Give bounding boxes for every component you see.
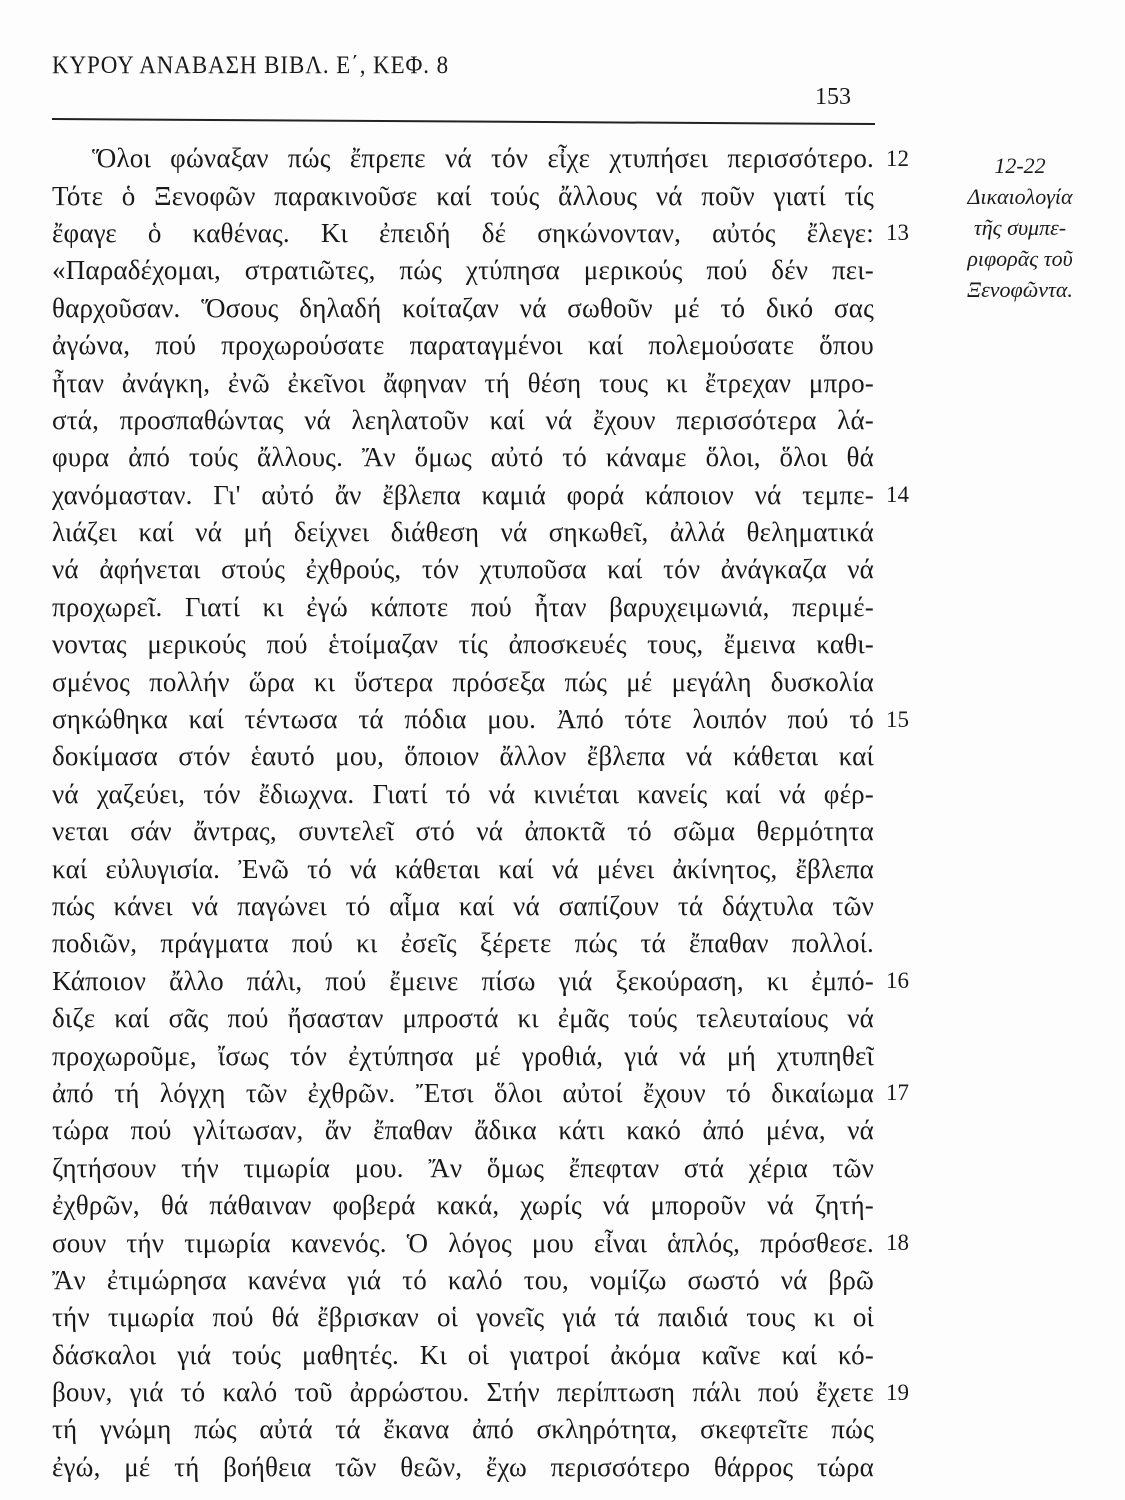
text-line <box>52 215 922 252</box>
text-line <box>52 439 922 476</box>
line-text: νεται σάν ἄντρας, συντελεῖ στό νά ἀποκτᾶ τό σῶμα θερμότητα <box>52 816 874 847</box>
line-text: θαρχοῦσαν. Ὅσους δηλαδή κοίταζαν νά σωθοῦν μέ τό δικό σας <box>52 292 874 323</box>
section-number: 15 <box>886 706 909 732</box>
side-note-line: Ξενοφῶντα. <box>967 277 1073 302</box>
text-line <box>52 177 922 214</box>
line-text: νά χαζεύει, τόν ἔδιωχνα. Γιατί τό νά κινιέται κανείς καί νά φέρ- <box>52 778 874 809</box>
text-line <box>52 551 922 588</box>
text-line <box>52 252 922 289</box>
text-line <box>52 850 922 887</box>
text-line <box>52 1150 922 1187</box>
text-line <box>52 738 922 775</box>
side-note-line: τῆς συμπε- <box>973 215 1067 240</box>
line-text: Ἄν ἐτιμώρησα κανένα γιά τό καλό του, νομίζω σωστό νά βρῶ <box>52 1264 874 1295</box>
text-line <box>52 364 922 401</box>
line-text: χανόμασταν. Γι' αὐτό ἄν ἔβλεπα καμιά φορά κάποιον νά τεμπε- <box>52 479 874 510</box>
line-text: προχωρεῖ. Γιατί κι ἐγώ κάποτε πού ἦταν βαρυχειμωνιά, περιμέ- <box>52 591 874 622</box>
section-number: 12 <box>886 145 909 171</box>
line-text: τήν τιμωρία πού θά ἔβρισκαν οἱ γονεῖς γιά τά παιδιά τους κι οἱ <box>52 1302 874 1333</box>
header-rule <box>52 118 875 125</box>
line-text: νοντας μερικούς πού ἑτοίμαζαν τίς ἀποσκευές τους, ἔμεινα καθι- <box>52 629 874 660</box>
text-line <box>52 1299 922 1336</box>
line-text: ἐχθρῶν, θά πάθαιναν φοβερά κακά, χωρίς νά μποροῦν νά ζητή- <box>52 1190 874 1221</box>
line-text: δοκίμασα στόν ἑαυτό μου, ὅποιον ἄλλον ἔβλεπα νά κάθεται καί <box>52 741 874 772</box>
text-line <box>52 701 922 738</box>
text-line <box>52 477 922 514</box>
text-line <box>52 626 922 663</box>
line-text: στά, προσπαθώντας νά λεηλατοῦν καί νά ἔχουν περισσότερα λά- <box>52 404 874 435</box>
side-note-line: ριφορᾶς τοῦ <box>967 246 1073 271</box>
text-line <box>52 1000 922 1037</box>
text-line <box>52 402 922 439</box>
text-line <box>52 1075 922 1112</box>
line-text: Ὅλοι φώναξαν πώς ἔπρεπε νά τόν εἶχε χτυπήσει περισσότερο. <box>92 143 874 174</box>
line-text: πώς κάνει νά παγώνει τό αἷμα καί νά σαπίζουν τά δάχτυλα τῶν <box>52 891 874 921</box>
text-line <box>52 589 922 626</box>
text-line <box>52 290 922 327</box>
text-line <box>52 1262 922 1299</box>
text-line <box>52 327 922 364</box>
line-text: Τότε ὁ Ξενοφῶν παρακινοῦσε καί τούς ἄλλους νά ποῦν γιατί τίς <box>52 180 874 211</box>
text-line <box>52 1449 922 1486</box>
section-number: 14 <box>886 482 909 508</box>
line-text: Κάποιον ἄλλο πάλι, πού ἔμεινε πίσω γιά ξεκούραση, κι ἐμπό- <box>52 965 874 996</box>
line-text: ποδιῶν, πράγματα πού κι ἐσεῖς ξέρετε πώς τά ἔπαθαν πολλοί. <box>52 928 874 959</box>
line-text: σηκώθηκα καί τέντωσα τά πόδια μου. Ἀπό τότε λοιπόν πού τό <box>52 704 874 735</box>
section-number: 13 <box>886 220 909 246</box>
line-text: ἔφαγε ὁ καθένας. Κι ἐπειδή δέ σηκώνονταν, αὐτός ἔλεγε: <box>52 217 874 248</box>
text-line <box>52 1187 922 1224</box>
side-note-range: 12-22 <box>994 153 1046 178</box>
line-text: ἀγώνα, πού προχωρούσατε παραταγμένοι καί πολεμούσατε ὅπου <box>52 330 874 361</box>
line-text: ζητήσουν τήν τιμωρία μου. Ἄν ὅμως ἔπεφταν στά χέρια τῶν <box>52 1152 874 1183</box>
page-number: 153 <box>815 84 851 110</box>
line-text: λιάζει καί νά μή δείχνει διάθεση νά σηκωθεῖ, ἀλλά θεληματικά <box>52 517 874 548</box>
text-line <box>52 925 922 962</box>
line-text: δάσκαλοι γιά τούς μαθητές. Κι οἱ γιατροί ἀκόμα καῖνε καί κό- <box>52 1339 874 1370</box>
line-text: «Παραδέχομαι, στρατιῶτες, πώς χτύπησα μερικούς πού δέν πει- <box>52 255 874 286</box>
line-text: καί εὐλυγισία. Ἐνῶ τό νά κάθεται καί νά μένει ἀκίνητος, ἔβλεπα <box>52 853 874 884</box>
line-text: σμένος πολλήν ὥρα κι ὕστερα πρόσεξα πώς μέ μεγάλη δυσκολία <box>52 666 874 697</box>
text-line <box>52 140 922 177</box>
line-text: τώρα πού γλίτωσαν, ἄν ἔπαθαν ἄδικα κάτι κακό ἀπό μένα, νά <box>52 1115 874 1146</box>
line-text: ἦταν ἀνάγκη, ἐνῶ ἐκεῖνοι ἄφηναν τή θέση τους κι ἔτρεχαν μπρο- <box>52 367 874 398</box>
text-line <box>52 1374 922 1411</box>
running-header: ΚΥΡΟΥ ΑΝΑΒΑΣΗ ΒΙΒΛ. Ε΄, ΚΕΦ. 8 <box>52 52 450 79</box>
line-text: φυρα ἀπό τούς ἄλλους. Ἄν ὅμως αὐτό τό κάναμε ὅλοι, ὅλοι θά <box>52 442 874 473</box>
line-text: ἐγώ, μέ τή βοήθεια τῶν θεῶν, ἔχω περισσότερο θάρρος τώρα <box>52 1451 874 1482</box>
line-text: προχωροῦμε, ἴσως τόν ἐχτύπησα μέ γροθιά, γιά νά μή χτυπηθεῖ <box>52 1040 874 1071</box>
text-line <box>52 888 922 925</box>
text-line <box>52 1337 922 1374</box>
section-number: 18 <box>886 1230 909 1256</box>
text-line <box>52 776 922 813</box>
side-note-line: Δικαιολογία <box>967 184 1073 209</box>
section-number: 19 <box>886 1379 909 1405</box>
text-line <box>52 1112 922 1149</box>
text-line <box>52 1037 922 1074</box>
text-line <box>52 1411 922 1448</box>
line-text: νά ἀφήνεται στούς ἐχθρούς, τόν χτυποῦσα καί τόν ἀνάγκαζα νά <box>52 554 874 585</box>
text-line <box>52 514 922 551</box>
text-line <box>52 1224 922 1261</box>
text-line <box>52 663 922 700</box>
section-number: 17 <box>886 1080 909 1106</box>
text-line <box>52 813 922 850</box>
line-text: βουν, γιά τό καλό τοῦ ἀρρώστου. Στήν περίπτωση πάλι πού ἔχετε <box>52 1377 874 1408</box>
line-text: σουν τήν τιμωρία κανενός. Ὁ λόγος μου εἶναι ἁπλός, πρόσθεσε. <box>52 1227 874 1258</box>
line-text: διζε καί σᾶς πού ἤσασταν μπροστά κι ἐμᾶς τούς τελευταίους νά <box>52 1003 874 1034</box>
side-note <box>940 150 1100 305</box>
text-line <box>52 963 922 1000</box>
line-text: τή γνώμη πώς αὐτά τά ἔκανα ἀπό σκληρότητα, σκεφτεῖτε πώς <box>52 1414 874 1445</box>
section-number: 16 <box>886 968 909 994</box>
line-text: ἀπό τή λόγχη τῶν ἐχθρῶν. Ἔτσι ὅλοι αὐτοί ἔχουν τό δικαίωμα <box>52 1077 874 1108</box>
main-text <box>52 140 922 1486</box>
